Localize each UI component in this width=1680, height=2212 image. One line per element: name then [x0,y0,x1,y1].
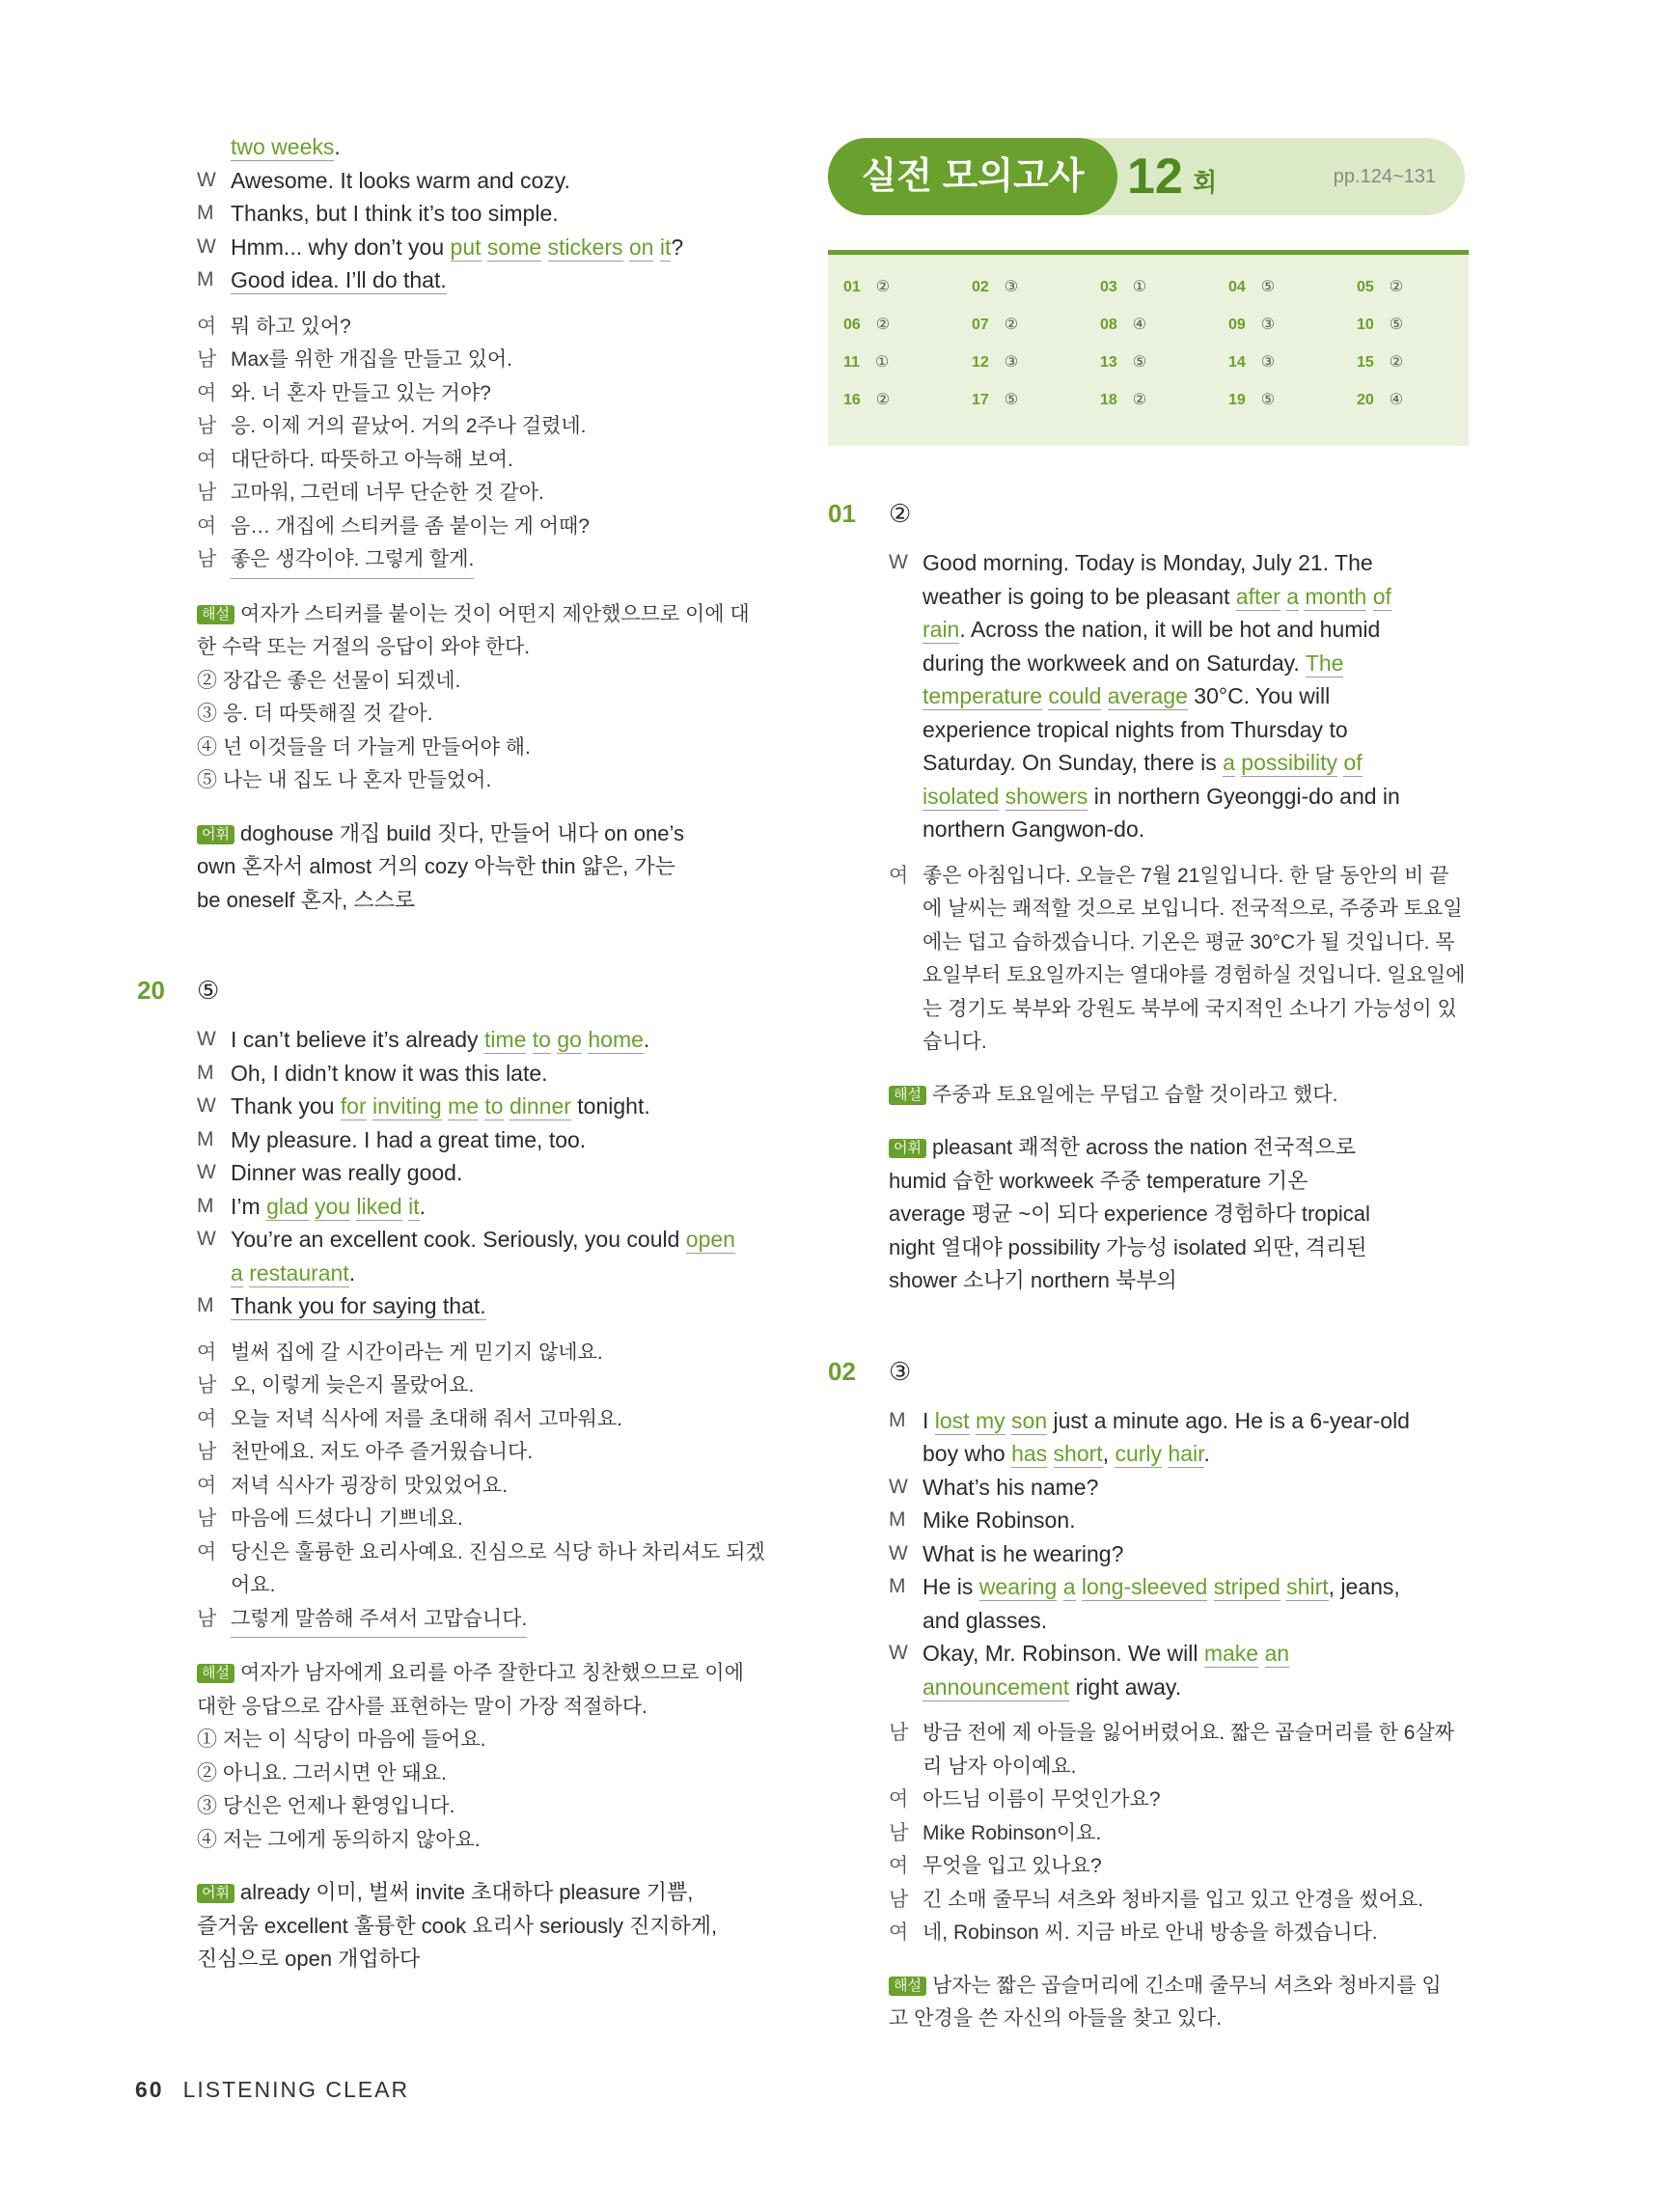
answer-cell [1228,277,1275,296]
korean-translation [197,1337,785,1639]
dialogue-line: W What is he wearing? [889,1540,1124,1566]
answer-cell [1357,277,1403,296]
question-number: 02 [828,1356,856,1386]
korean-translation [197,311,785,579]
translation-line: 요일부터 토요일까지는 열대야를 경험하실 것입니다. 일요일에 [923,964,1466,986]
dialogue-line: M He is wearing a long-sleeved striped shirt, jeans, [889,1574,1400,1599]
answer-question-number: 07 [972,317,989,333]
translation-line: 여 음… 개집에 스티커를 좀 붙이는 게 어때? [197,514,590,538]
korean-translation [889,860,1469,1060]
answer-cell [972,315,1018,334]
vocabulary: be oneself 혼자, 스스로 [197,887,416,912]
dialogue-line: W Awesome. It looks warm and cozy. [197,167,570,193]
answer-question-number: 04 [1228,279,1246,295]
answer-question-number: 14 [1228,354,1246,371]
answer-question-number: 17 [972,392,989,408]
option-item: ① 저는 이 식당이 마음에 들어요. [197,1728,486,1751]
answer-choice: ② [875,279,891,295]
answer-cell [843,390,890,409]
answer-question-number: 11 [843,354,860,371]
answer-choice: ⑤ [1389,317,1404,333]
answer-question-number: 08 [1100,317,1117,333]
test-title: 실전 모의고사 [828,138,1117,215]
answer-question-number: 02 [972,279,989,295]
dialogue-line: experience tropical nights from Thursday to [923,716,1348,742]
question-header [828,1352,1469,1391]
test-number: 12 [1127,149,1183,205]
dialogue-line: M I’m glad you liked it. [197,1193,427,1219]
answer-question-number: 15 [1357,354,1374,371]
option-item: ③ 응. 더 따뜻해질 것 같아. [197,703,433,725]
book-title: LISTENING CLEAR [182,2077,410,2102]
vocabulary: 어휘 pleasant 쾌적한 across the nation 전국적으로 [889,1131,1469,1165]
dialogue-line: Saturday. On Sunday, there is a possibility of [923,750,1363,775]
translation-line: 남 Mike Robinson이요. [889,1821,1102,1844]
answer-choice: ① [874,354,890,371]
answer-cell [843,277,890,296]
translation-line: 습니다. [923,1031,987,1053]
dialogue-line: boy who has short, curly hair. [923,1441,1210,1466]
answer-choice: ⑤ [1260,279,1276,295]
translation-line: 남 좋은 생각이야. 그렇게 할게. [197,543,785,579]
vocabulary: 어휘 doghouse 개집 build 짓다, 만들어 내다 on one’s [197,817,785,851]
explanation-badge: 해설 [889,1977,926,1996]
vocabulary: 어휘 already 이미, 벌써 invite 초대하다 pleasure 기쁨, [197,1876,785,1910]
answer-question-number: 05 [1357,279,1374,295]
answer-cell [972,352,1018,372]
answer-cell [972,390,1018,409]
answer-choice: ③ [1260,354,1276,371]
translation-line: 여 오늘 저녁 식사에 저를 초대해 줘서 고마워요. [197,1407,622,1430]
dialogue-line: W What’s his name? [889,1474,1099,1500]
translation-line: 여 와. 너 혼자 만들고 있는 거야? [197,381,491,404]
translation-line: 남 천만에요. 저도 아주 즐거웠습니다. [197,1441,534,1463]
translation-line: 여 뭐 하고 있어? [197,315,351,338]
dialogue-line: isolated showers in northern Gyeonggi-do and in [923,783,1400,809]
answer-cell [1228,352,1275,372]
translation-line: 남 Max를 위한 개집을 만들고 있어. [197,348,512,371]
dialogue-line: W Dinner was really good. [197,1160,463,1185]
question-answer: ③ [889,1356,912,1386]
left-column [137,130,785,1977]
vocabulary: humid 습한 workweek 주중 temperature 기온 [889,1168,1308,1193]
translation-line: 여 아드님 이름이 무엇인가요? [889,1788,1161,1811]
answer-choice: ③ [1004,354,1019,371]
translation-line: 어요. [231,1574,276,1596]
question-answer: ② [889,499,912,528]
answer-question-number: 18 [1100,392,1117,408]
dialogue-line: M I lost my son just a minute ago. He is a 6-year-old [889,1407,1410,1433]
dialogue-line: M Thank you for saying that. [197,1293,486,1318]
answer-choice: ② [1389,279,1404,295]
question-number: 20 [137,976,165,1005]
dialogue-line: M My pleasure. I had a great time, too. [197,1126,587,1152]
option-item: ④ 저는 그에게 동의하지 않아요. [197,1828,481,1851]
explanation-badge: 해설 [197,1664,234,1683]
translation-line: 남 마음에 드셨다니 기쁘네요. [197,1507,463,1530]
vocabulary: own 혼자서 almost 거의 cozy 아늑한 thin 얇은, 가는 [197,854,675,878]
right-column [828,494,1469,2036]
test-number-suffix: 회 [1193,168,1218,197]
korean-translation [889,1717,1469,1950]
translation-line: 는 경기도 북부와 강원도 북부에 국지적인 소나기 가능성이 있 [923,997,1457,1020]
dialogue-line: W Okay, Mr. Robinson. We will make an [889,1641,1290,1666]
answer-cell [1228,315,1275,334]
answer-cell [972,277,1018,296]
dialogue-line: M Thanks, but I think it’s too simple. [197,201,559,226]
answer-question-number: 13 [1100,354,1117,371]
answer-choice: ⑤ [1260,392,1276,408]
option-item: ③ 당신은 언제나 환영입니다. [197,1795,455,1817]
vocabulary-badge: 어휘 [197,825,234,844]
answer-question-number: 10 [1357,317,1374,333]
page-number: 60 [135,2077,164,2102]
answer-cell [1228,390,1275,409]
explanation: 한 수락 또는 거절의 응답이 와야 한다. [197,636,531,658]
dialogue-line: W Thank you for inviting me to dinner tonight. [197,1093,650,1119]
vocabulary: 진심으로 open 개업하다 [197,1947,421,1971]
answer-choice: ③ [1260,317,1276,333]
explanation: 해설 남자는 짧은 곱슬머리에 긴소매 줄무늬 셔츠와 청바지를 입 [889,1970,1469,2004]
question-header [828,494,1469,533]
dialogue-line: temperature could average 30°C. You will [923,683,1331,708]
vocabulary: night 열대야 possibility 가능성 isolated 외딴, 격리된 [889,1234,1367,1259]
translation-line: 에 날씨는 쾌적할 것으로 보입니다. 전국적으로, 주중과 토요일 [923,898,1463,920]
answer-key [828,250,1469,446]
answer-question-number: 03 [1100,279,1117,295]
dialogue-line: M Mike Robinson. [889,1507,1076,1533]
question-header [137,971,785,1009]
answer-choice: ② [1132,392,1147,408]
option-list [197,1724,785,1857]
translation-line: 남 고마워, 그런데 너무 단순한 것 같아. [197,482,544,504]
answer-question-number: 12 [972,354,989,371]
translation-line: 여 네, Robinson 씨. 지금 바로 안내 방송을 하겠습니다. [889,1922,1378,1944]
dialogue-line: W Hmm... why don’t you put some stickers on it? [197,234,684,260]
dialogue-line: announcement right away. [923,1673,1182,1700]
answer-choice: ① [1132,279,1147,295]
answer-question-number: 16 [843,392,861,408]
answer-choice: ③ [1004,279,1019,295]
dialogue-line: and glasses. [923,1607,1048,1633]
answer-question-number: 01 [843,279,861,295]
explanation: 대한 응답으로 감사를 표현하는 말이 가장 적절하다. [197,1695,647,1718]
translation-line: 여 대단하다. 따뜻하고 아늑해 보여. [197,448,513,471]
dialogue-line: W Good morning. Today is Monday, July 21. The [889,550,1373,575]
vocabulary: 즐거움 excellent 훌륭한 cook 요리사 seriously 진지하게, [197,1913,718,1938]
option-item: ④ 넌 이것들을 더 가늘게 만들어야 해. [197,735,531,759]
question-number: 01 [828,499,856,528]
option-list [197,665,785,798]
answer-question-number: 19 [1228,392,1246,408]
dialogue-line: W I can’t believe it’s already time to go home. [197,1027,650,1052]
vocabulary: average 평균 ~이 되다 experience 경험하다 tropical [889,1202,1370,1226]
answer-choice: ② [875,317,891,333]
vocabulary-badge: 어휘 [197,1884,234,1903]
answer-cell [1357,352,1403,372]
translation-line: 남 긴 소매 줄무늬 셔츠와 청바지를 입고 있고 안경을 썼어요. [889,1888,1424,1911]
explanation: 해설 여자가 남자에게 요리를 아주 잘한다고 칭찬했으므로 이에 [197,1657,785,1691]
dialogue-line: northern Gangwon-do. [923,816,1145,842]
translation-line: 남 오, 이렇게 늦은지 몰랐어요. [197,1374,475,1396]
answer-question-number: 20 [1357,392,1374,408]
vocabulary-badge: 어휘 [889,1139,926,1158]
page-range: pp.124~131 [1333,166,1436,187]
explanation: 해설 여자가 스티커를 붙이는 것이 어떤지 제안했으므로 이에 대 [197,598,785,632]
translation-line: 남 그렇게 말씀해 주셔서 고맙습니다. [197,1603,785,1639]
translation-line: 여 무엇을 입고 있나요? [889,1855,1102,1877]
page-footer [135,2077,409,2103]
dialogue-line: during the workweek and on Saturday. The [923,650,1344,676]
dialogue-line: rain. Across the nation, it will be hot and humid [923,617,1381,642]
explanation-badge: 해설 [197,605,234,624]
option-item: ② 아니요. 그러시면 안 돼요. [197,1761,447,1784]
explanation-badge: 해설 [889,1086,926,1105]
translation-line: 남 응. 이제 거의 끝났어. 거의 2주나 걸렸네. [197,415,587,437]
answer-choice: ② [875,392,891,408]
answer-cell [1100,277,1146,296]
dialogue-line: two weeks. [231,134,341,159]
translation-line: 여 벌써 집에 갈 시간이라는 게 믿기지 않네요. [197,1341,603,1364]
dialogue-line: W You’re an excellent cook. Seriously, you could open [197,1227,735,1252]
translation-line: 남 방금 전에 제 아들을 잃어버렸어요. 짧은 곱슬머리를 한 6살짜 [889,1722,1455,1744]
question-answer: ⑤ [197,976,220,1005]
answer-cell [1357,390,1403,409]
vocabulary: shower 소나기 northern 북부의 [889,1268,1177,1292]
dialogue-line: weather is going to be pleasant after a month of [923,583,1391,609]
explanation: 해설 주중과 토요일에는 무덥고 습할 것이라고 했다. [889,1079,1469,1113]
answer-cell [1100,315,1146,334]
explanation: 고 안경을 쓴 자신의 아들을 찾고 있다. [889,2007,1223,2030]
test-banner [828,138,1465,215]
translation-line: 여 당신은 훌륭한 요리사예요. 진심으로 식당 하나 차리셔도 되겠 [197,1540,765,1563]
answer-choice: ② [1004,317,1019,333]
answer-cell [843,315,890,334]
translation-line: 여 좋은 아침입니다. 오늘은 7월 21일입니다. 한 달 동안의 비 끝 [889,864,1449,887]
answer-cell [1100,352,1146,372]
option-item: ⑤ 나는 내 집도 나 혼자 만들었어. [197,769,492,791]
answer-cell [1100,390,1146,409]
translation-line: 리 남자 아이예요. [923,1755,1077,1778]
answer-cell [843,352,889,372]
dialogue-line: M Good idea. I’ll do that. [197,267,447,292]
answer-cell [1357,315,1403,334]
option-item: ② 장갑은 좋은 선물이 되겠네. [197,669,461,692]
dialogue-line: M Oh, I didn’t know it was this late. [197,1060,548,1086]
answer-question-number: 06 [843,317,861,333]
answer-choice: ⑤ [1004,392,1019,408]
answer-question-number: 09 [1228,317,1246,333]
answer-choice: ⑤ [1132,354,1147,371]
answer-choice: ② [1389,354,1404,371]
answer-choice: ④ [1389,392,1404,408]
translation-line: 여 저녁 식사가 굉장히 맛있었어요. [197,1474,509,1497]
translation-line: 에는 덥고 습하겠습니다. 기온은 평균 30°C가 될 것입니다. 목 [923,930,1455,954]
answer-choice: ④ [1132,317,1147,333]
dialogue-line: a restaurant. [231,1259,356,1286]
